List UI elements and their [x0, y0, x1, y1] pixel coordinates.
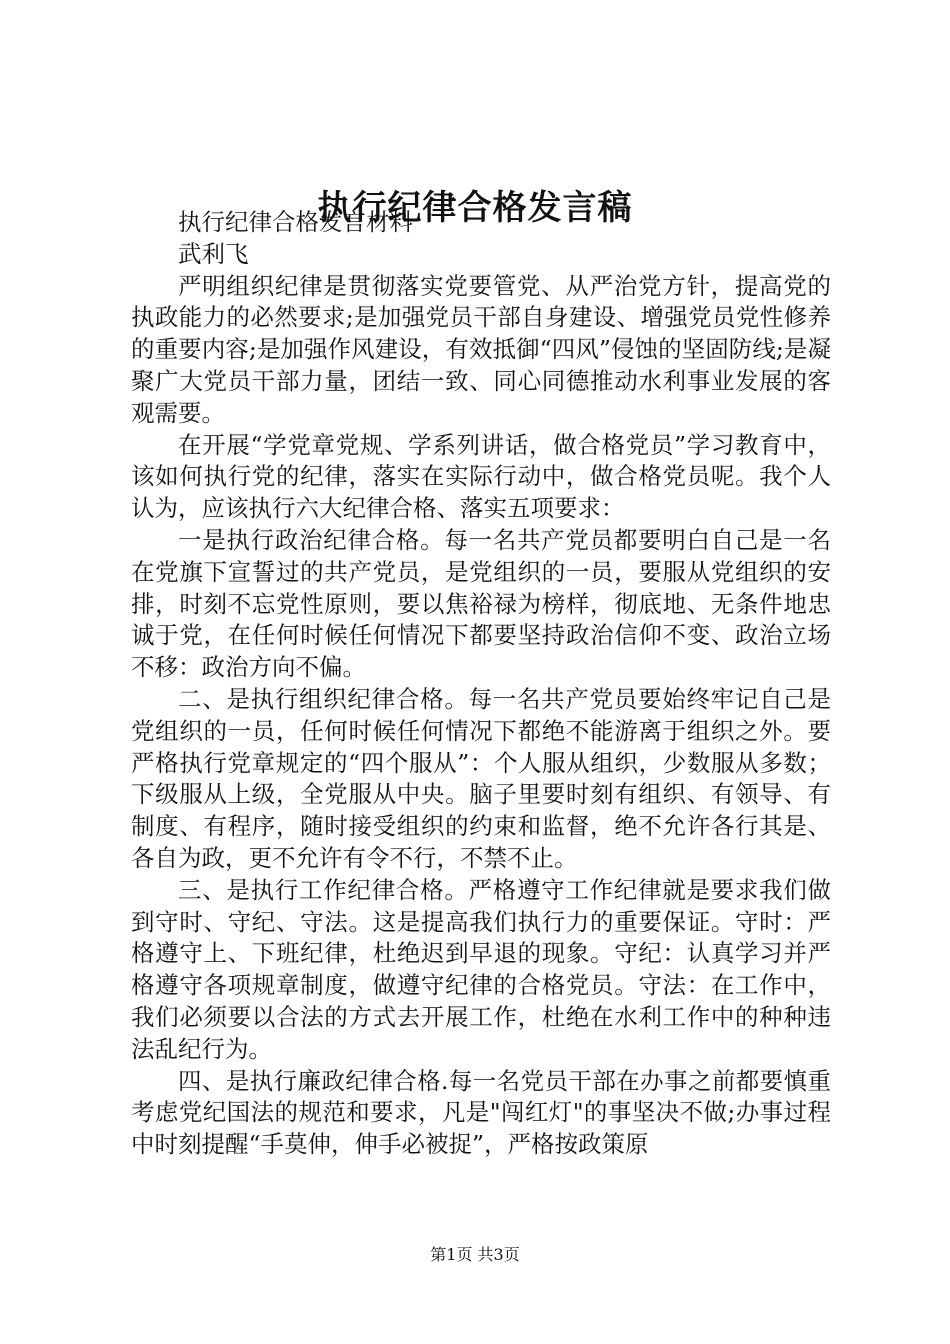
author-line: 武利飞 [178, 239, 249, 268]
paragraph-3: 一是执行政治纪律合格。每一名共产党员都要明白自己是一名在党旗下宣誓过的共产党员，是党组织的一员，要服从党组织的安排，时刻不忘党性原则，要以焦裕禄为榜样，彻底地、无条件地忠诚于党，在任何时候任何情况下都要坚持政治信仰不变、政治立场不移：政治方向不偏。 [131, 525, 831, 682]
paragraph-6: 四、是执行廉政纪律合格.每一名党员干部在办事之前都要慎重考虑党纪国法的规范和要求，凡是"闯红灯"的事坚决不做;办事过程中时刻提醒“手莫伸，伸手必被捉”，严格按政策原 [131, 1066, 831, 1159]
page-footer: 第1页 共3页 [430, 1245, 520, 1264]
paragraph-2: 在开展“学党章党规、学系列讲话，做合格党员”学习教育中，该如何执行党的纪律，落实在实际行动中，做合格党员呢。我个人认为，应该执行六大纪律合格、落实五项要求： [131, 430, 831, 523]
document-body [131, 207, 831, 1161]
paragraph-4: 二、是执行组织纪律合格。每一名共产党员要始终牢记自己是党组织的一员，任何时候任何情况下都绝不能游离于组织之外。要严格执行党章规定的“四个服从”：个人服从组织，少数服从多数；下级服从上级，全党服从中央。脑子里要时刻有组织、有领导、有制度、有程序，随时接受组织的约束和监督，绝不允许各行其是、各自为政，更不允许有令不行，不禁不止。 [131, 684, 831, 872]
paragraph-5: 三、是执行工作纪律合格。严格遵守工作纪律就是要求我们做到守时、守纪、守法。这是提高我们执行力的重要保证。守时：严格遵守上、下班纪律，杜绝迟到早退的现象。守纪：认真学习并严格遵守各项规章制度，做遵守纪律的合格党员。守法：在工作中，我们必须要以合法的方式去开展工作，杜绝在水利工作中的种种违法乱纪行为。 [131, 875, 831, 1063]
subtitle-line: 执行纪律合格发言材料 [178, 208, 413, 236]
document-title: 执行纪律合格发言稿 [317, 188, 633, 228]
paragraph-1: 严明组织纪律是贯彻落实党要管党、从严治党方针，提高党的执政能力的必然要求;是加强党员干部自身建设、增强党员党性修养的重要内容;是加强作风建设，有效抵御“四风”侵蚀的坚固防线;是凝聚广大党员干部力量，团结一致、同心同德推动水利事业发展的客观需要。 [131, 271, 831, 427]
